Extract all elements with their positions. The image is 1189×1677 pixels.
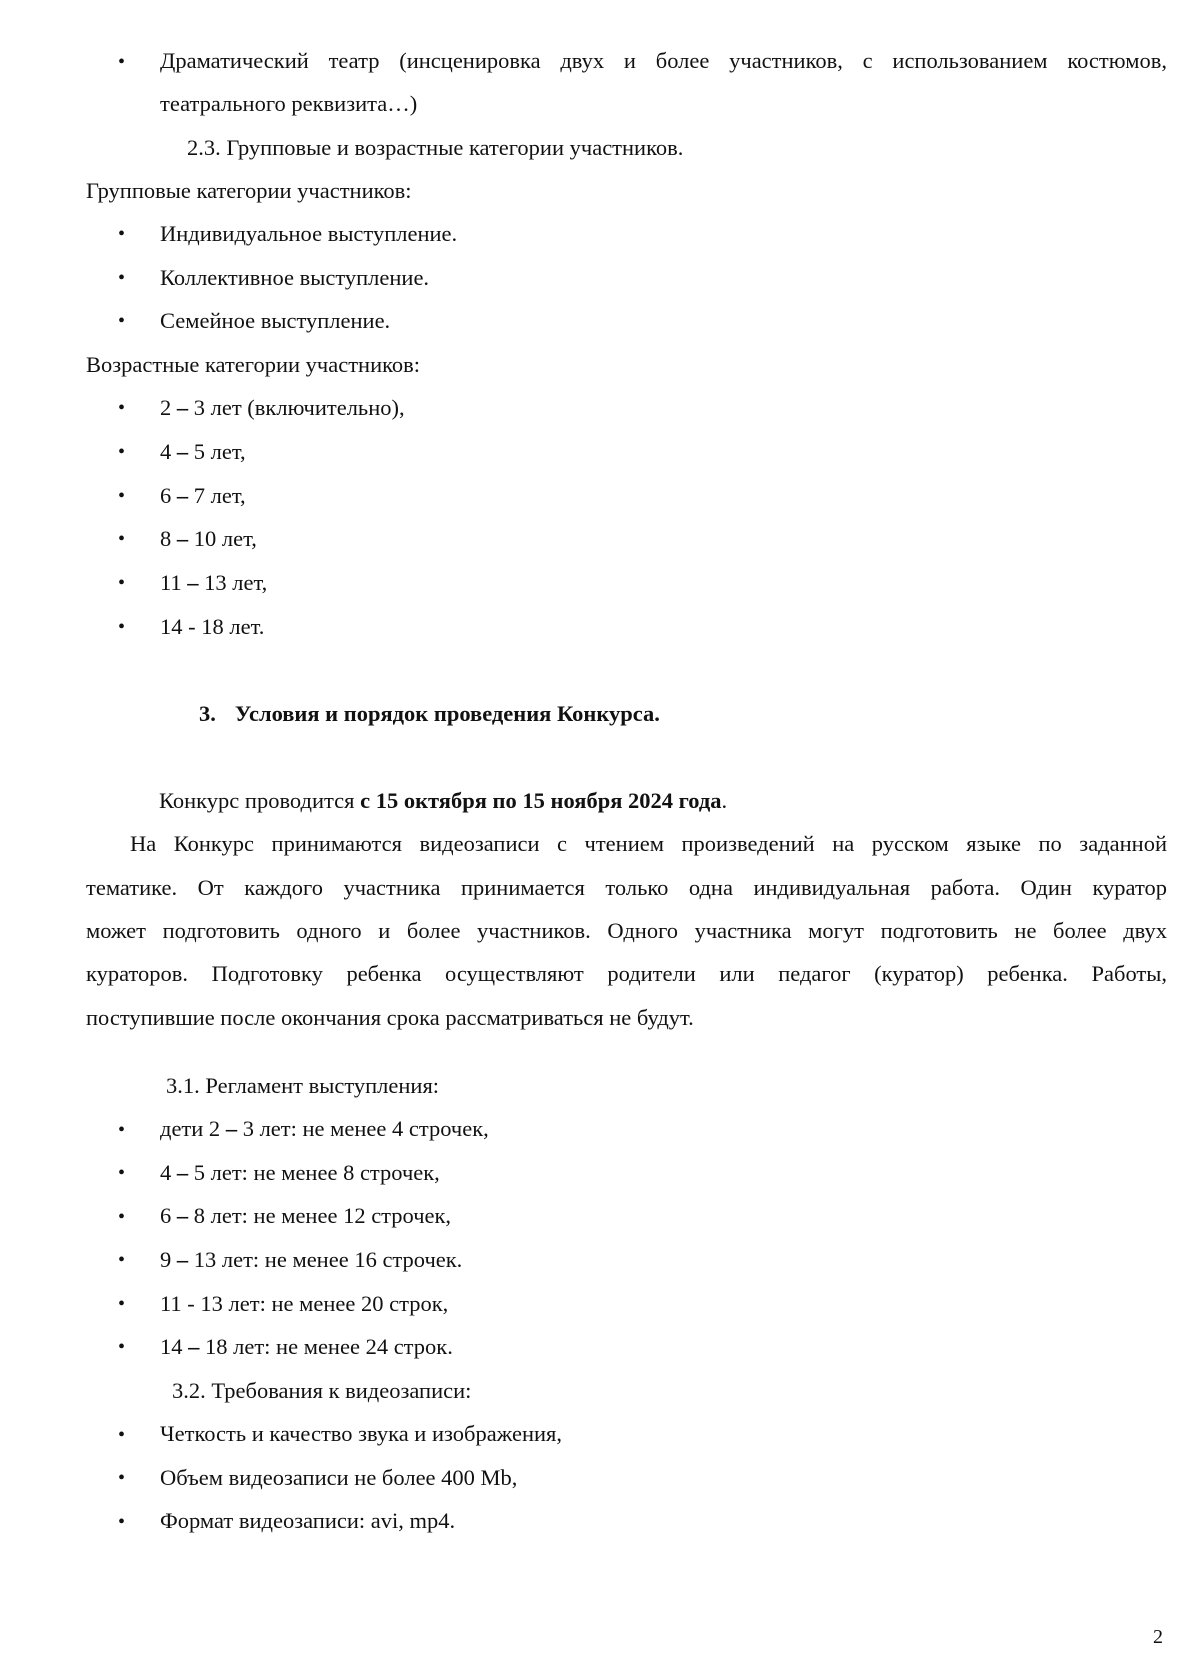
bullet-icon: • xyxy=(118,1424,126,1446)
contest-dates: Конкурс проводится с 15 октября по 15 ноября 2024 года. xyxy=(159,788,728,813)
section-3-1-heading: 3.1. Регламент выступления: xyxy=(166,1073,440,1098)
bullet-icon: • xyxy=(118,397,126,419)
list-item: Индивидуальное выступление. xyxy=(160,221,458,246)
section-3-heading: 3. Условия и порядок проведения Конкурса. xyxy=(199,701,660,726)
paragraph-line: На Конкурс принимаются видеозаписи с чтением произведений на русском языке по заданной xyxy=(130,831,1167,856)
bullet-icon: • xyxy=(118,1336,126,1358)
list-item: 2 – 3 лет (включительно), xyxy=(160,395,405,420)
bullet-icon: • xyxy=(118,1249,126,1271)
paragraph-line: тематике. От каждого участника принимается только одна индивидуальная работа. Один куратор xyxy=(86,875,1167,900)
list-item: 11 – 13 лет, xyxy=(160,570,268,595)
bullet-icon: • xyxy=(118,1511,126,1533)
bullet-icon: • xyxy=(118,616,126,638)
bullet-icon: • xyxy=(118,1162,126,1184)
paragraph-line: может подготовить одного и более участников. Одного участника могут подготовить не более двух xyxy=(86,918,1167,943)
bullet-icon: • xyxy=(118,572,126,594)
list-item: Формат видеозаписи: avi, mp4. xyxy=(160,1508,456,1533)
list-item: 14 - 18 лет. xyxy=(160,614,265,639)
bullet-icon: • xyxy=(118,1206,126,1228)
list-item: 14 – 18 лет: не менее 24 строк. xyxy=(160,1334,453,1359)
bullet-icon: • xyxy=(118,528,126,550)
bullet-icon: • xyxy=(118,267,126,289)
list-item-drama-line2: театрального реквизита…) xyxy=(160,91,418,116)
bullet-icon: • xyxy=(118,485,126,507)
list-item: Семейное выступление. xyxy=(160,308,391,333)
list-item: 6 – 8 лет: не менее 12 строчек, xyxy=(160,1203,452,1228)
paragraph-line: кураторов. Подготовку ребенка осуществляют родители или педагог (куратор) ребенка. Работы, xyxy=(86,961,1167,986)
list-item-drama-line1: Драматический театр (инсценировка двух и более участников, с использованием костюмов, xyxy=(160,48,1167,73)
list-item: 4 – 5 лет: не менее 8 строчек, xyxy=(160,1160,440,1185)
list-item: Четкость и качество звука и изображения, xyxy=(160,1421,563,1446)
section-2-3-heading: 2.3. Групповые и возрастные категории участников. xyxy=(187,135,684,160)
list-item: Объем видеозаписи не более 400 Mb, xyxy=(160,1465,518,1490)
bullet-icon: • xyxy=(118,1119,126,1141)
bullet-icon: • xyxy=(118,310,126,332)
bullet-icon: • xyxy=(118,1293,126,1315)
bullet-icon: • xyxy=(118,441,126,463)
list-item: 4 – 5 лет, xyxy=(160,439,246,464)
paragraph-line: поступившие после окончания срока рассматриваться не будут. xyxy=(86,1005,694,1030)
page-number: 2 xyxy=(1153,1626,1163,1648)
list-item: 11 - 13 лет: не менее 20 строк, xyxy=(160,1291,449,1316)
list-item: 9 – 13 лет: не менее 16 строчек. xyxy=(160,1247,463,1272)
list-item: дети 2 – 3 лет: не менее 4 строчек, xyxy=(160,1116,489,1141)
section-3-2-heading: 3.2. Требования к видеозаписи: xyxy=(172,1378,472,1403)
bullet-icon: • xyxy=(118,51,126,73)
bullet-icon: • xyxy=(118,1467,126,1489)
list-item: 8 – 10 лет, xyxy=(160,526,257,551)
bullet-icon: • xyxy=(118,223,126,245)
list-item: Коллективное выступление. xyxy=(160,265,430,290)
group-categories-label: Групповые категории участников: xyxy=(86,178,412,203)
age-categories-label: Возрастные категории участников: xyxy=(86,352,421,377)
list-item: 6 – 7 лет, xyxy=(160,483,246,508)
